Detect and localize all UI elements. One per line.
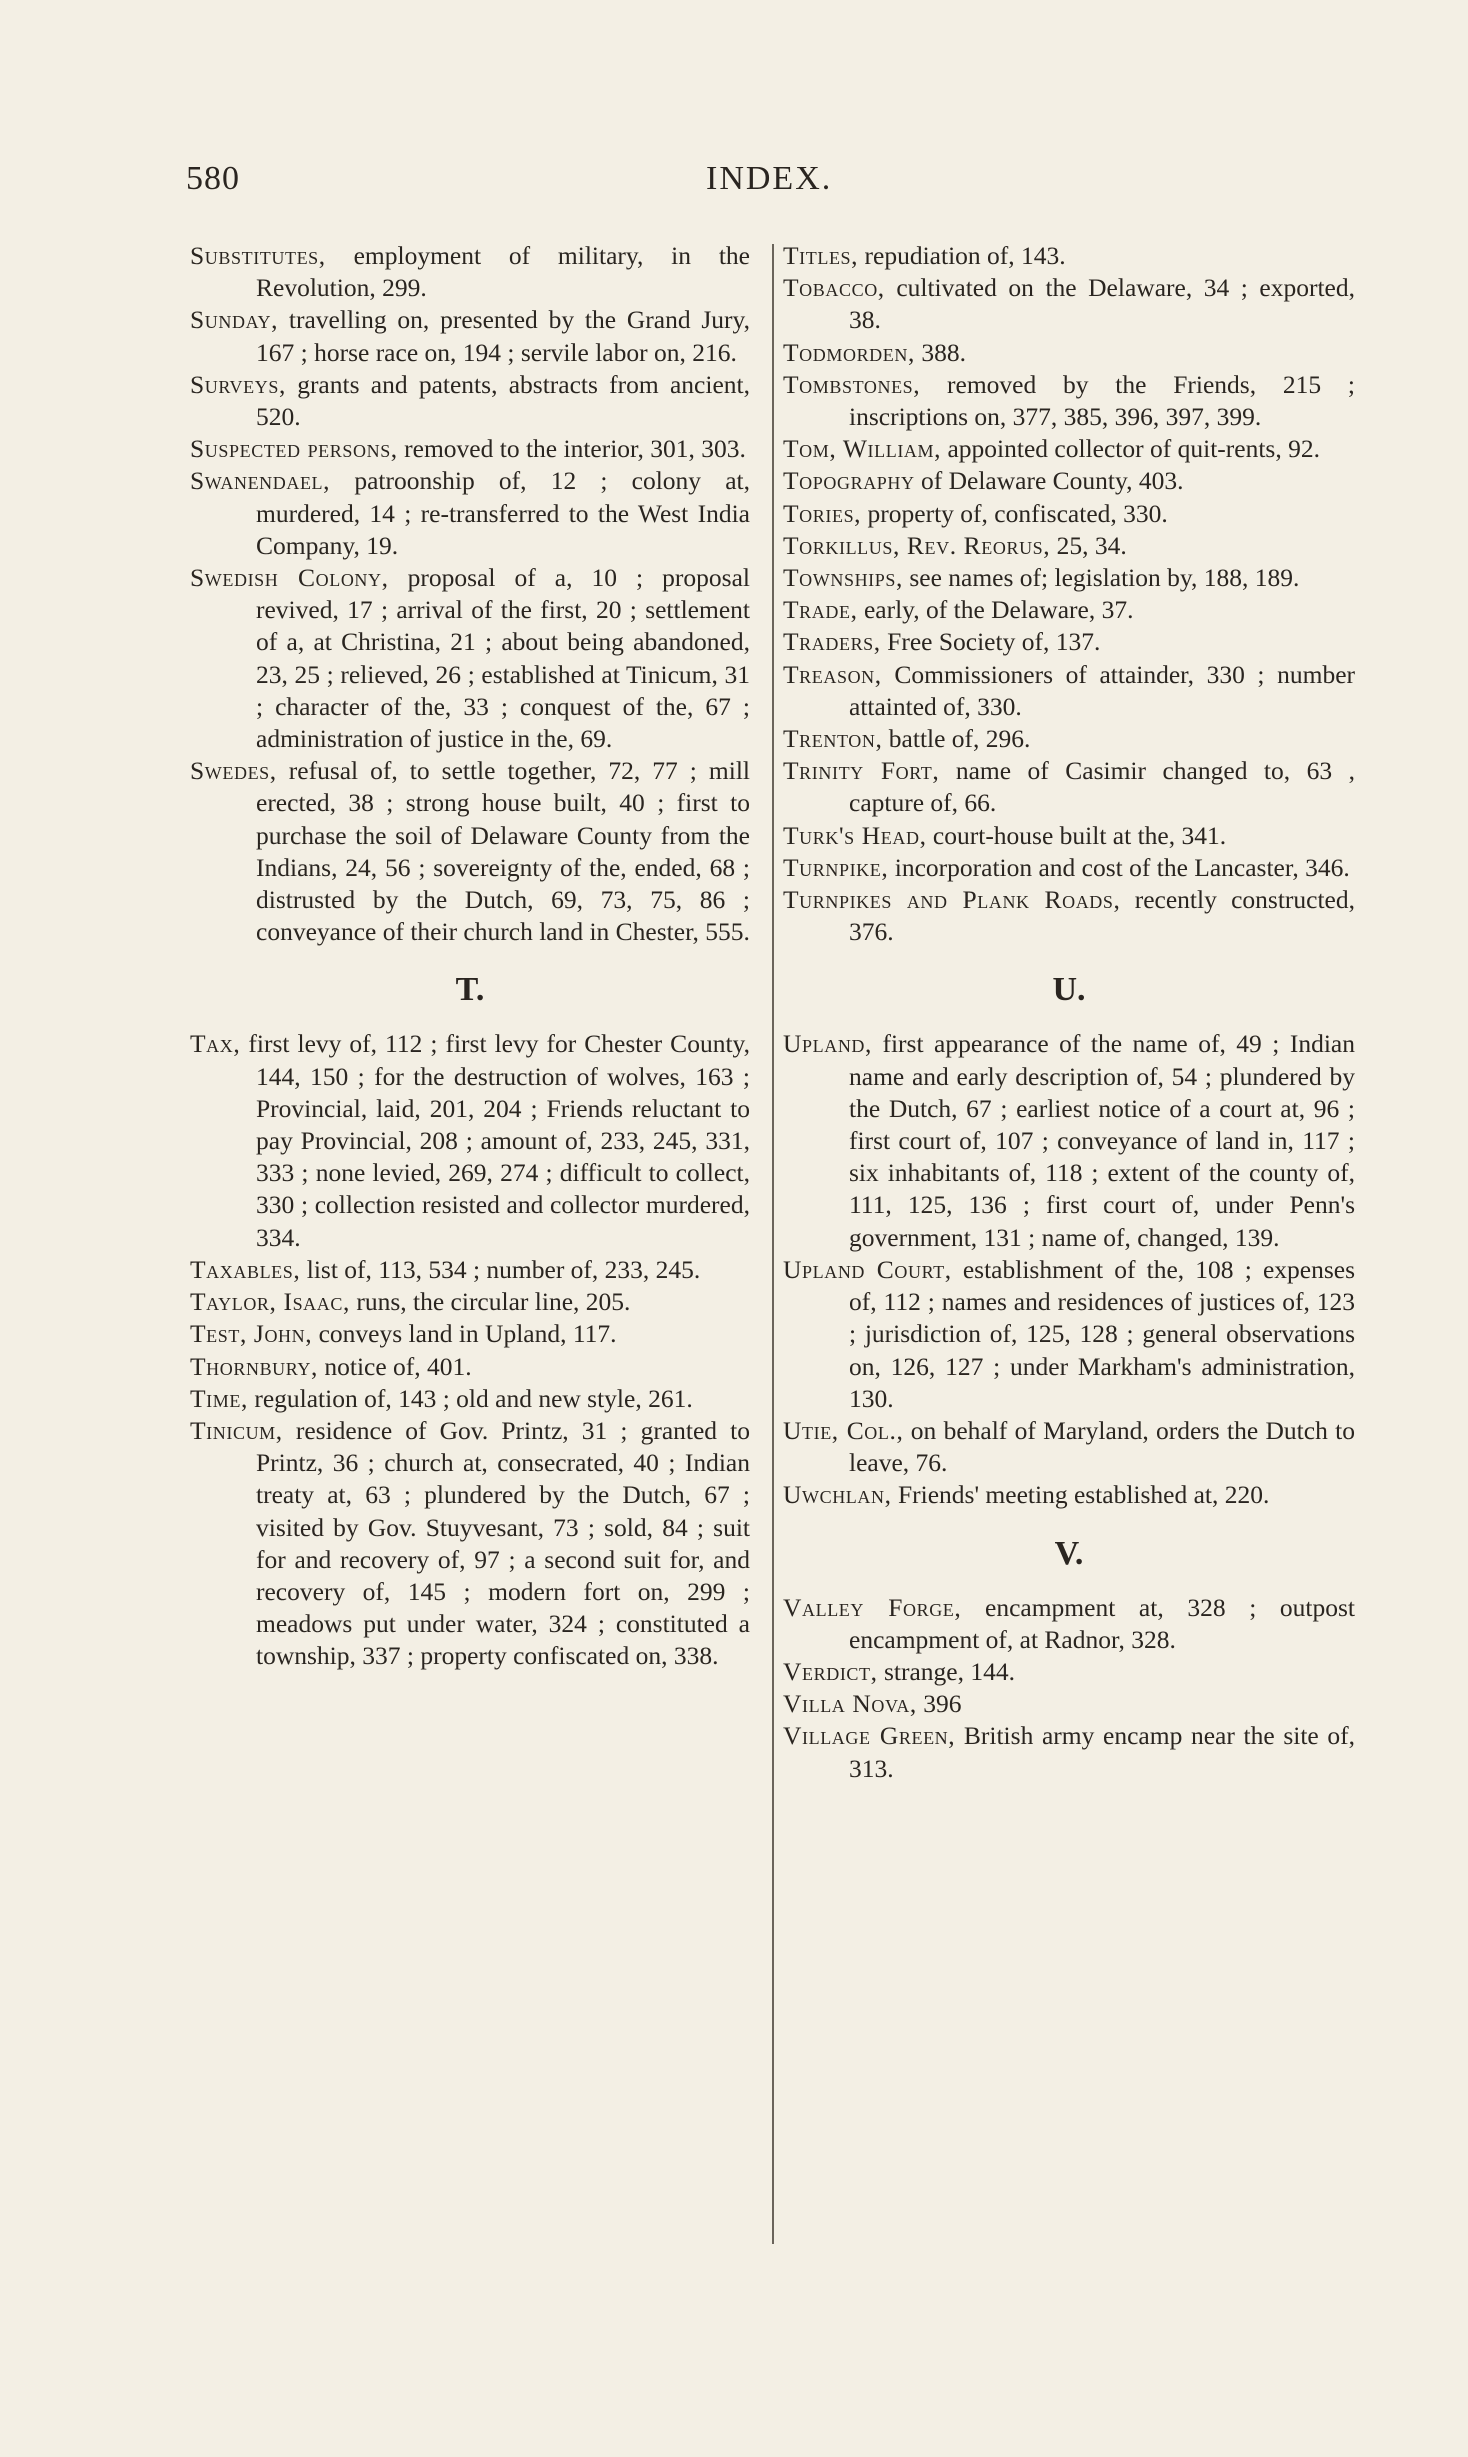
index-entry-text: first levy of, 112 ; first levy for Chester County, 144, 150 ; for the destruction of wolves, 163 ; Provincial, laid, 201, 204 ; Friends reluctant to pay Provincial, 208 ; amount of, 233, 245, 331, 333 ; none levied, 269, 274 ; difficult to collect, 330 ; collection resisted and collector murdered, 334. — [240, 1029, 750, 1252]
index-entry — [783, 755, 1355, 819]
index-entry-text: employment of military, in the Revolution, 299. — [256, 241, 750, 303]
index-entry-heading: Torkillus, Rev. Reorus, — [783, 530, 1051, 560]
index-entry-heading: Turnpike, — [783, 852, 889, 882]
index-entry — [783, 594, 1355, 626]
index-entry-heading: Tobacco, — [783, 273, 885, 303]
index-entry-text: 388. — [914, 337, 966, 367]
index-entry — [783, 626, 1355, 658]
index-entry — [190, 1286, 750, 1318]
index-entry — [190, 1383, 750, 1415]
index-entry — [783, 465, 1355, 497]
index-entry-text: cultivated on the Delaware, 34 ; exported, 38. — [849, 273, 1355, 335]
index-entry-text: early, of the Delaware, 37. — [857, 595, 1134, 625]
index-entry-text: British army encamp near the site of, 313. — [849, 1721, 1355, 1783]
index-entry-text: repudiation of, 143. — [858, 241, 1066, 270]
page-number: 580 — [186, 160, 240, 197]
index-entry-text: appointed collector of quit-rents, 92. — [941, 434, 1320, 464]
index-entry-heading: Thornbury, — [190, 1351, 318, 1381]
index-entry — [783, 337, 1355, 369]
index-entry-heading: Substitutes, — [190, 241, 326, 270]
index-entry — [783, 530, 1355, 562]
index-entry-heading: Treason, — [783, 659, 882, 689]
index-entry-text: Free Society of, 137. — [880, 627, 1101, 657]
index-entry-text: grants and patents, abstracts from ancient, 520. — [256, 369, 750, 432]
index-entry-text: incorporation and cost of the Lancaster, 346. — [888, 852, 1350, 882]
index-entry — [190, 240, 750, 304]
index-entry-text: proposal of a, 10 ; proposal revived, 17 ; arrival of the first, 20 ; settlement of a, at Christina, 21 ; about being abandoned, 23, 25 ; relieved, 26 ; established at Tinicum, 31 ; character of the, 33 ; conquest of the, 67 ; administration of justice in the, 69. — [256, 563, 751, 754]
index-entry — [190, 755, 750, 948]
page-title: INDEX. — [706, 160, 833, 197]
index-entry-heading: Suspected persons, — [190, 434, 398, 464]
index-entry — [190, 1415, 750, 1673]
index-entry-heading: Trade, — [783, 595, 858, 625]
index-entry-heading: Test, John, — [190, 1319, 313, 1349]
index-entry-heading: Upland Court, — [783, 1254, 952, 1284]
index-entry-text: establishment of the, 108 ; expenses of, 112 ; names and residences of justices of, 123 ; jurisdiction of, 125, 128 ; general observations on, 126, 127 ; under Markham's administration, 130. — [849, 1254, 1355, 1413]
index-entry-text: recently constructed, 376. — [849, 885, 1355, 947]
index-entry-heading: Verdict, — [783, 1656, 878, 1686]
index-entry — [783, 1479, 1355, 1511]
section-letter-heading: T. — [455, 971, 485, 1009]
column-divider — [772, 244, 774, 2244]
index-entry-heading: Uwchlan, — [783, 1480, 892, 1510]
index-entry-heading: Tombstones, — [783, 369, 921, 399]
index-entry-heading: Turk's Head, — [783, 820, 927, 850]
index-entry — [783, 272, 1355, 336]
index-entry-heading: Titles, — [783, 241, 859, 270]
index-entry-heading: Village Green, — [783, 1721, 956, 1751]
index-entry-text: on behalf of Maryland, orders the Dutch to leave, 76. — [849, 1415, 1355, 1478]
index-entry-heading: Trinity Fort, — [783, 756, 940, 786]
index-entry-heading: Topography — [783, 466, 915, 496]
index-entry-text: name of Casimir changed to, 63 , capture of, 66. — [849, 756, 1355, 818]
index-entry-text: regulation of, 143 ; old and new style, 261. — [247, 1383, 693, 1413]
index-entry-text: 396 — [916, 1689, 962, 1719]
index-entry-text: strange, 144. — [877, 1656, 1015, 1686]
index-entry — [783, 1415, 1355, 1479]
index-entry-text: of Delaware County, 403. — [914, 466, 1184, 496]
index-entry-heading: Tories, — [783, 498, 862, 528]
index-entry — [783, 723, 1355, 755]
index-entry-heading: Turnpikes and Plank Roads, — [783, 885, 1121, 915]
index-entry-heading: Todmorden, — [783, 337, 915, 367]
index-entry-heading: Time, — [190, 1383, 248, 1413]
index-entry-heading: Trenton, — [783, 724, 883, 754]
index-entry-text: refusal of, to settle together, 72, 77 ; mill erected, 38 ; strong house built, 40 ; first to purchase the soil of Delaware County from the Indians, 24, 56 ; sovereignty of the, ended, 68 ; distrusted by the Dutch, 69, 73, 75, 86 ; conveyance of their church land in Chester, 555. — [256, 756, 750, 947]
index-entry — [783, 884, 1355, 948]
index-entry-heading: Swedes, — [190, 756, 277, 786]
index-entry — [783, 1254, 1355, 1415]
index-entry-heading: Utie, Col., — [783, 1415, 904, 1445]
index-entry-text: travelling on, presented by the Grand Jury, 167 ; horse race on, 194 ; servile labor on, 216. — [256, 305, 750, 367]
index-entry — [783, 659, 1355, 723]
index-entry — [783, 1720, 1355, 1784]
index-entry-text: Commissioners of attainder, 330 ; number attainted of, 330. — [849, 659, 1355, 721]
index-entry — [783, 1656, 1355, 1688]
index-entry-text: battle of, 296. — [882, 724, 1031, 754]
index-entry — [190, 433, 750, 465]
index-entry-text: first appearance of the name of, 49 ; Indian name and early description of, 54 ; plundered by the Dutch, 67 ; earliest notice of a court at, 96 ; first court of, 107 ; conveyance of land in, 117 ; six inhabitants of, 118 ; extent of the county of, 111, 125, 136 ; first court of, under Penn's government, 131 ; name of, changed, 139. — [849, 1029, 1355, 1252]
index-entry-heading: Sunday, — [190, 305, 279, 335]
index-entry-text: encampment at, 328 ; outpost encampment of, at Radnor, 328. — [849, 1592, 1355, 1654]
index-entry-text: see names of; legislation by, 188, 189. — [902, 563, 1300, 593]
index-entry-text: conveys land in Upland, 117. — [312, 1319, 617, 1349]
index-entry-text: removed by the Friends, 215 ; inscriptions on, 377, 385, 396, 397, 399. — [849, 369, 1355, 432]
index-entry-text: Friends' meeting established at, 220. — [891, 1480, 1270, 1510]
index-entry — [783, 852, 1355, 884]
index-entry-text: patroonship of, 12 ; colony at, murdered, 14 ; re-transferred to the West India Company, 19. — [256, 466, 750, 560]
index-entry-heading: Valley Forge, — [783, 1592, 962, 1622]
index-entry-text: list of, 113, 534 ; number of, 233, 245. — [300, 1254, 701, 1284]
index-entry — [190, 465, 750, 562]
index-entry-text: runs, the circular line, 205. — [349, 1287, 631, 1317]
index-entry-heading: Swanendael, — [190, 466, 331, 496]
index-entry — [783, 369, 1355, 433]
index-entry — [190, 562, 750, 755]
index-entry-heading: Townships, — [783, 563, 903, 593]
index-entry-heading: Traders, — [783, 627, 881, 657]
index-entry — [783, 1688, 1355, 1720]
index-entry — [190, 304, 750, 368]
index-entry-heading: Swedish Colony, — [190, 563, 389, 593]
index-entry — [783, 820, 1355, 852]
index-entry — [783, 1592, 1355, 1656]
section-letter-heading: V. — [1054, 1534, 1084, 1572]
index-entry-heading: Tax, — [190, 1029, 241, 1059]
index-entry — [783, 433, 1355, 465]
index-entry-heading: Tom, William, — [783, 434, 942, 464]
index-entry — [190, 1254, 750, 1286]
index-entry-heading: Tinicum, — [190, 1415, 283, 1445]
index-entry-heading: Upland, — [783, 1029, 872, 1059]
index-entry-text: removed to the interior, 301, 303. — [397, 434, 746, 464]
index-entry — [783, 240, 1355, 272]
index-entry-text: residence of Gov. Printz, 31 ; granted to Printz, 36 ; church at, consecrated, 40 ; Indian treaty at, 63 ; plundered by the Dutch, 67 ; visited by Gov. Stuyvesant, 73 ; sold, 84 ; suit for and recovery of, 97 ; a second suit for, and recovery of, 145 ; modern fort on, 299 ; meadows put under water, 324 ; constituted a township, 337 ; property confiscated on, 338. — [256, 1415, 750, 1671]
index-entry-text: notice of, 401. — [317, 1351, 472, 1381]
index-entry-heading: Taylor, Isaac, — [190, 1287, 350, 1317]
index-entry — [783, 562, 1355, 594]
index-entry-heading: Villa Nova, — [783, 1689, 917, 1719]
index-entry-text: 25, 34. — [1050, 530, 1127, 560]
index-entry — [783, 498, 1355, 530]
index-entry — [190, 1351, 750, 1383]
index-entry — [190, 369, 750, 433]
index-entry — [190, 1318, 750, 1350]
index-entry — [190, 1028, 750, 1253]
index-column-right — [783, 240, 1355, 1785]
index-entry — [783, 1028, 1355, 1253]
index-column-left — [190, 240, 750, 1673]
index-entry-heading: Taxables, — [190, 1254, 301, 1284]
index-entry-text: court-house built at the, 341. — [926, 820, 1227, 850]
index-entry-heading: Surveys, — [190, 369, 286, 399]
section-letter-heading: U. — [1052, 971, 1086, 1009]
index-entry-text: property of, confiscated, 330. — [861, 498, 1168, 528]
